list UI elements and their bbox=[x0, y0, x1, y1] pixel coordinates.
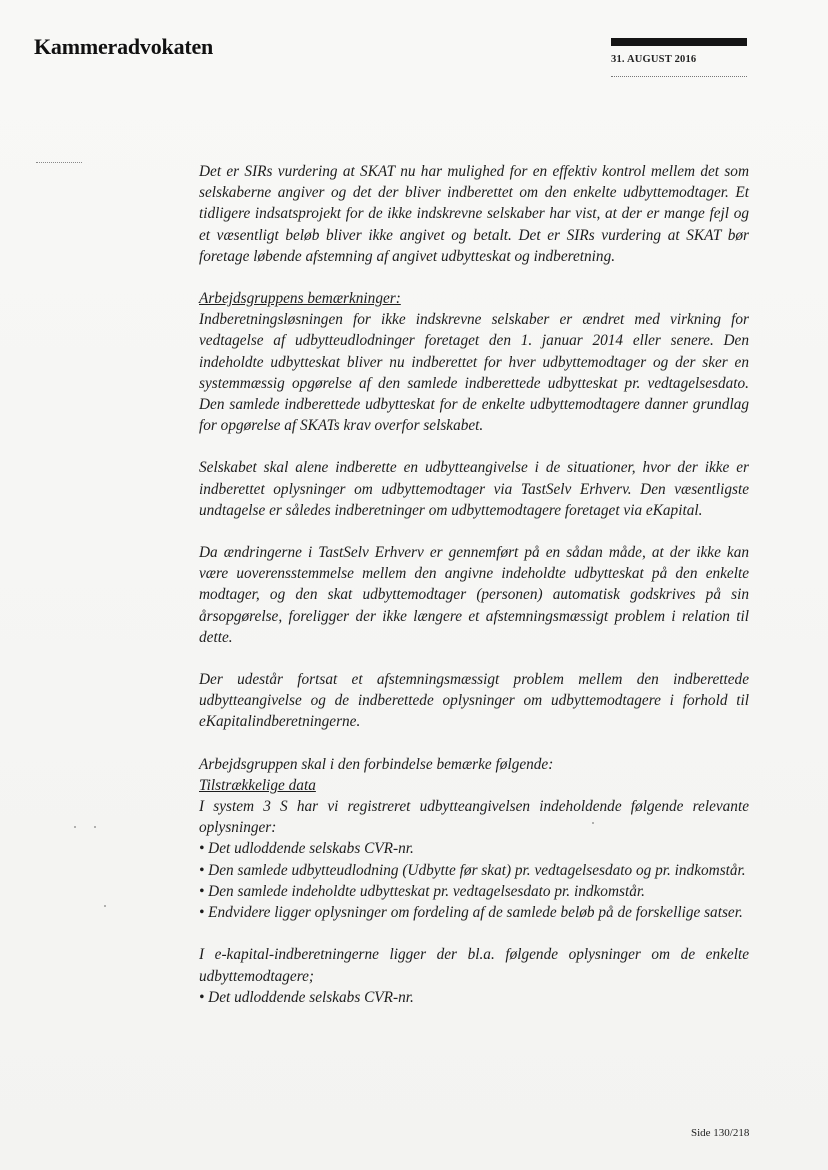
scan-speck bbox=[94, 826, 96, 828]
paragraph: Selskabet skal alene indberette en udbytteangivelse i de situationer, hvor der ikke er indberettet oplysninger om udbyttemodtager via TastSelv Erhverv. Den væsentligste undtagelse er således indberetninger om udbyttemodtagere foretaget via eKapital. bbox=[199, 459, 749, 519]
bullet-item: • Endvidere ligger oplysninger om fordeling af de samlede beløb på de forskellige satser. bbox=[199, 904, 743, 922]
scan-speck bbox=[104, 905, 106, 907]
paragraph: I system 3 S har vi registreret udbytteangivelsen indeholdende følgende relevante oplysninger: bbox=[199, 798, 749, 837]
section-heading: Arbejdsgruppens bemærkninger: bbox=[199, 290, 401, 308]
paragraph: Det er SIRs vurdering at SKAT nu har mulighed for en effektiv kontrol mellem det som selskaberne angiver og det der bliver indberettet om den enkelte udbyttemodtager. Et tidligere indsatsprojekt for de ikke indskrevne selskaber har vist, at der er mange fejl og et væsentligt beløb bliver ikke angivet og betalt. Det er SIRs vurdering at SKAT bør foretage løbende afstemning af angivet udbytteskat og indberetning. bbox=[199, 163, 749, 265]
document-body bbox=[199, 161, 749, 1008]
header-date: 31. AUGUST 2016 bbox=[611, 54, 697, 65]
bullet-item: • Den samlede indeholdte udbytteskat pr. vedtagelsesdato pr. indkomstår. bbox=[199, 882, 645, 900]
header-bar bbox=[611, 38, 747, 46]
paragraph: Arbejdsgruppen skal i den forbindelse bemærke følgende: bbox=[199, 755, 554, 773]
bullet-item: • Det udloddende selskabs CVR-nr. bbox=[199, 988, 414, 1006]
paragraph: Da ændringerne i TastSelv Erhverv er gennemført på en sådan måde, at der ikke kan være uoverensstemmelse mellem den angivne indeholdte udbytteskat på den enkelte modtager, og den skat udbyttemodtager (personen) automatisk godskrives på sin årsopgørelse, foreligger der ikke længere et afstemningsmæssigt problem i relation til dette. bbox=[199, 544, 749, 646]
paragraph: Der udestår fortsat et afstemningsmæssigt problem mellem den indberettede udbytteangivelse og de indberettede oplysninger om udbyttemodtagere i forhold til eKapitalindberetningerne. bbox=[199, 671, 749, 731]
paragraph: I e-kapital-indberetningerne ligger der bl.a. følgende oplysninger om de enkelte udbyttemodtagere; bbox=[199, 946, 749, 985]
firm-name: Kammeradvokaten bbox=[34, 34, 214, 59]
bullet-item: • Det udloddende selskabs CVR-nr. bbox=[199, 840, 414, 858]
scan-speck bbox=[74, 826, 76, 828]
page-number: Side 130/218 bbox=[691, 1127, 750, 1139]
margin-dotted-rule bbox=[36, 162, 82, 163]
bullet-item: • Den samlede udbytteudlodning (Udbytte før skat) pr. vedtagelsesdato og pr. indkomstår. bbox=[199, 861, 746, 879]
paragraph: Indberetningsløsningen for ikke indskrevne selskaber er ændret med virkning for vedtagelse af udbytteudlodninger foretaget den 1. januar 2014 eller senere. Den indeholdte udbytteskat bliver nu indberettet for hver udbyttemodtager og der sker en systemmæssig opgørelse af den samlede indberettede udbytteskat pr. vedtagelsesdato. Den samlede indberettede udbytteskat for de enkelte udbyttemodtagere danner grundlag for opgørelse af SKATs krav overfor selskabet. bbox=[199, 311, 749, 435]
header-dotted-rule bbox=[611, 76, 747, 77]
section-heading: Tilstrækkelige data bbox=[199, 776, 316, 794]
